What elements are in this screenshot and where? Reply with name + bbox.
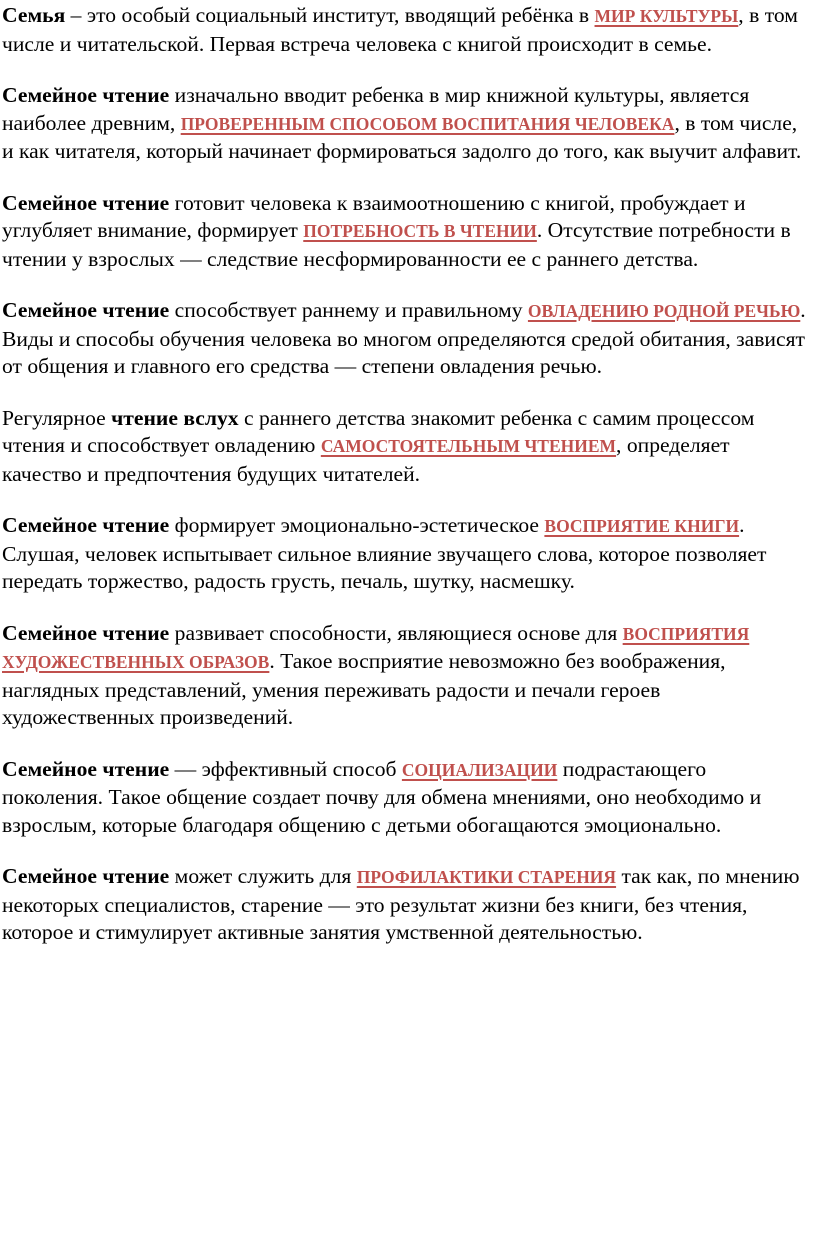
- link-socialization[interactable]: СОЦИАЛИЗАЦИИ: [401, 759, 558, 780]
- term-bold: Семейное чтение: [2, 864, 170, 888]
- term-bold: Семейное чтение: [2, 298, 170, 322]
- link-independent-reading[interactable]: САМОСТОЯТЕЛЬНЫМ ЧТЕНИЕМ: [320, 436, 617, 456]
- paragraph-text: — эффективный способ: [169, 756, 402, 781]
- link-need-in-reading[interactable]: ПОТРЕБНОСТЬ В ЧТЕНИИ: [303, 221, 537, 241]
- paragraph-text: может служить для: [169, 864, 357, 888]
- paragraph-text: так как, по мнению некоторых специалистов, старение — это результат жизни без книги, без чтения, которое и стимулирует активные занятия умственной деятельностью.: [2, 864, 800, 944]
- paragraph-family-reading-upbringing: [2, 82, 808, 166]
- paragraph-text: формирует эмоционально-эстетическое: [169, 513, 545, 537]
- term-bold: Семейное чтение: [2, 190, 170, 215]
- paragraph-family: [2, 2, 808, 58]
- paragraph-text: , в том числе и читательской. Первая встреча человека с книгой происходит в семье.: [2, 3, 798, 56]
- paragraph-text: готовит человека к взаимоотношению с книгой, пробуждает и углубляет внимание, формирует: [2, 190, 746, 242]
- term-bold: Семья: [2, 3, 66, 27]
- term-bold: Семейное чтение: [2, 756, 170, 781]
- link-aging-prevention[interactable]: ПРОФИЛАКТИКИ СТАРЕНИЯ: [356, 867, 617, 887]
- paragraph-aging-prevention: [2, 863, 808, 947]
- link-world-of-culture[interactable]: МИР КУЛЬТУРЫ: [594, 6, 739, 26]
- link-artistic-images[interactable]: ВОСПРИЯТИЯ ХУДОЖЕСТВЕННЫХ ОБРАЗОВ: [2, 623, 750, 672]
- term-bold: Семейное чтение: [2, 620, 170, 645]
- link-book-perception[interactable]: ВОСПРИЯТИЕ КНИГИ: [544, 516, 740, 536]
- paragraph-text: с раннего детства знакомит ребенка с самим процессом чтения и способствует овладению: [2, 405, 755, 457]
- paragraph-text: . Отсутствие потребности в чтении у взрослых — следствие несформированности ее с раннего детства.: [2, 218, 791, 271]
- paragraph-reading-aloud: [2, 405, 808, 489]
- paragraph-socialization: [2, 756, 808, 840]
- paragraph-text: способствует раннему и правильному: [169, 298, 528, 322]
- paragraph-text: , в том числе, и как читателя, который начинает формироваться задолго до того, как выучит алфавит.: [2, 110, 802, 163]
- paragraph-native-speech: [2, 297, 808, 381]
- paragraph-reading-need: [2, 190, 808, 274]
- paragraph-text: , определяет качество и предпочтения будущих читателей.: [2, 433, 730, 486]
- paragraph-text: подрастающего поколения. Такое общение создает почву для обмена мнениями, оно необходимо и взрослым, которые благодаря общению с детьми обогащаются эмоционально.: [2, 756, 762, 837]
- paragraph-text: . Слушая, человек испытывает сильное влияние звучащего слова, которое позволяет передать торжество, радость грусть, печаль, шутку, насмешку.: [2, 513, 767, 593]
- term-bold: Семейное чтение: [2, 513, 170, 537]
- paragraph-artistic-images: [2, 620, 808, 732]
- term-bold: чтение вслух: [111, 405, 239, 430]
- paragraph-text: . Виды и способы обучения человека во многом определяются средой обитания, зависят от общения и главного его средства — степени овладения речью.: [2, 298, 806, 378]
- link-native-speech[interactable]: ОВЛАДЕНИЮ РОДНОЙ РЕЧЬЮ: [527, 301, 801, 321]
- link-proven-upbringing[interactable]: ПРОВЕРЕННЫМ СПОСОБОМ ВОСПИТАНИЯ ЧЕЛОВЕКА: [180, 113, 675, 134]
- paragraph-text: Регулярное: [2, 405, 112, 430]
- paragraph-text: . Такое восприятие невозможно без воображения, наглядных представлений, умения переживать радости и печали героев художественных произведений.: [2, 649, 726, 729]
- paragraph-text: – это особый социальный институт, вводящий ребёнка в: [65, 3, 595, 27]
- paragraph-book-perception: [2, 512, 808, 596]
- term-bold: Семейное чтение: [2, 83, 170, 107]
- paragraph-text: развивает способности, являющиеся основе для: [169, 620, 623, 645]
- paragraph-text: изначально вводит ребенка в мир книжной культуры, является наиболее древним,: [2, 83, 750, 135]
